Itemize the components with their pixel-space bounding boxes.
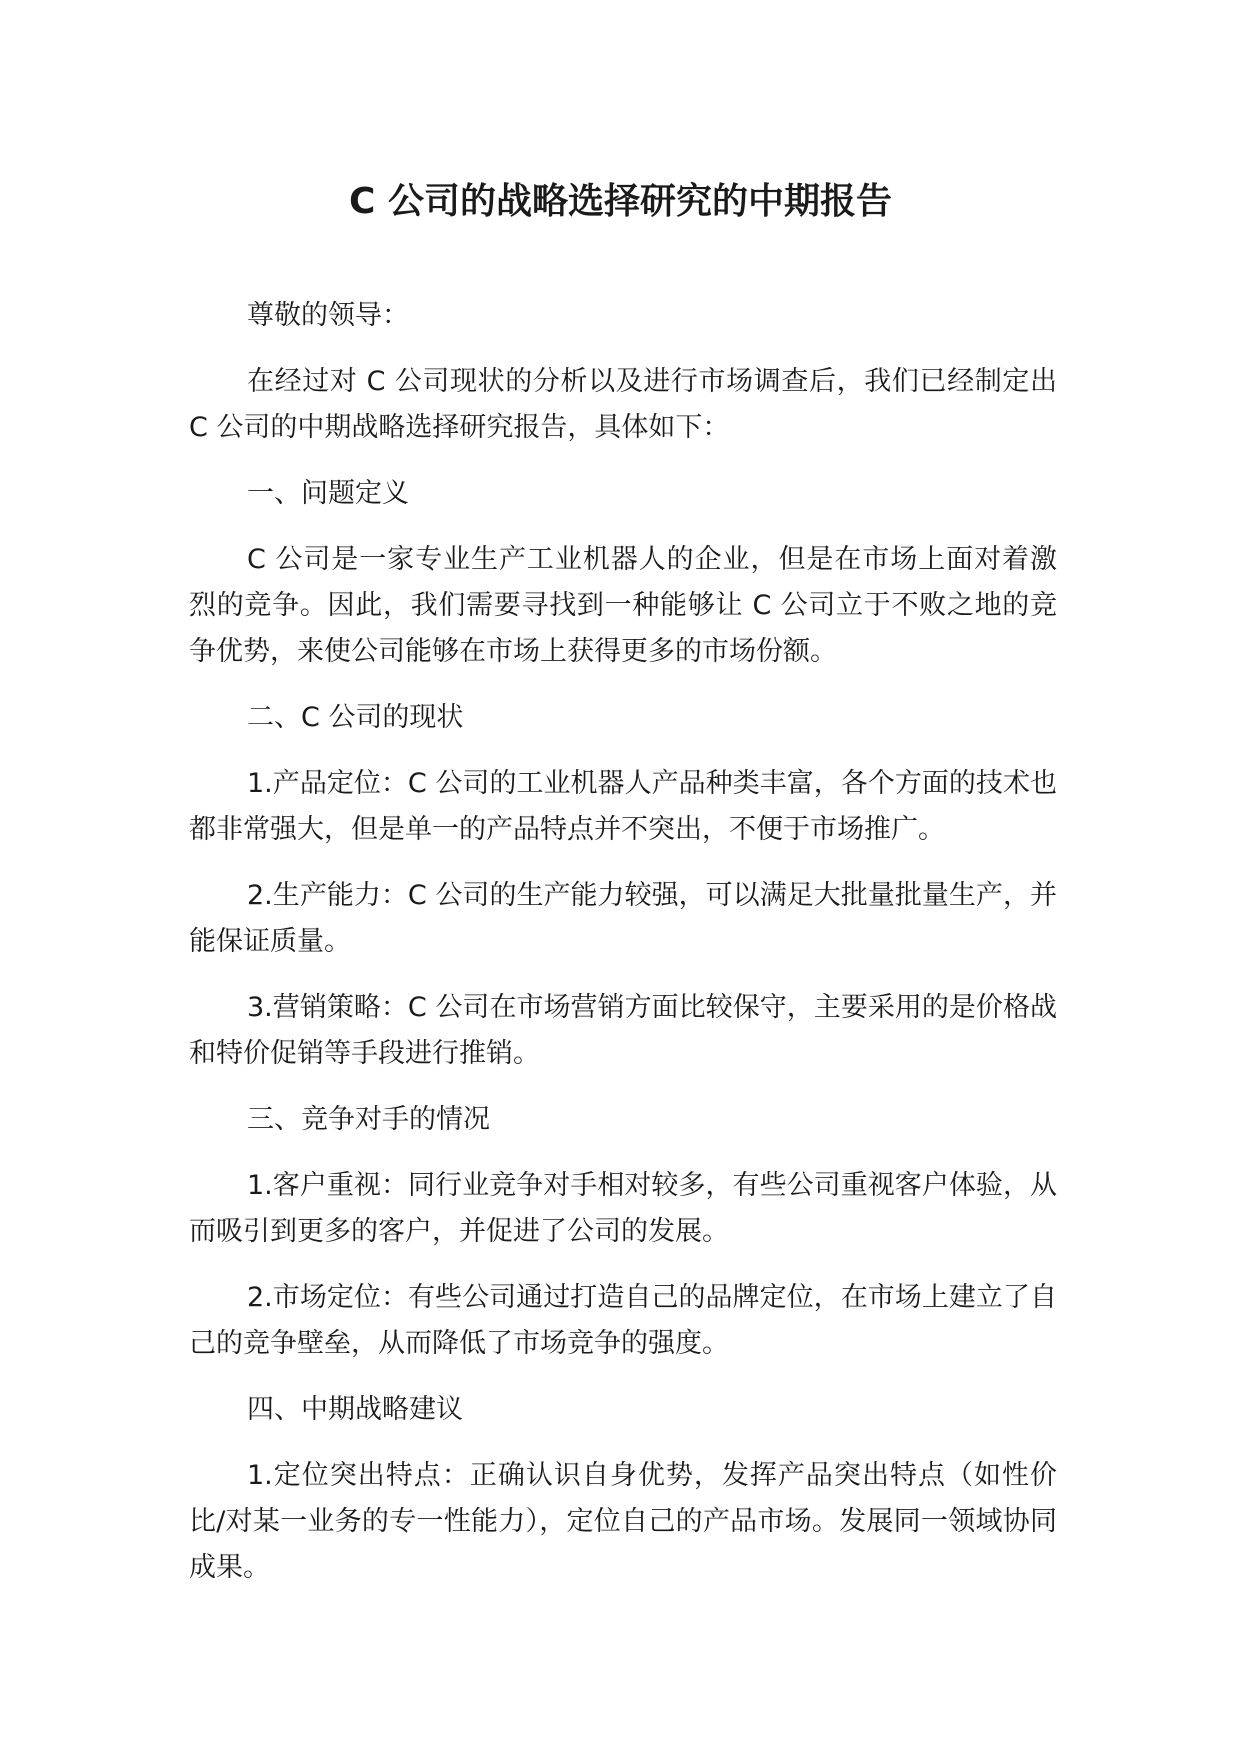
competitor-market-positioning: 2.市场定位：有些公司通过打造自己的品牌定位，在市场上建立了自己的竞争壁垒，从而降低了市场竞争的强度。	[189, 1282, 1057, 1359]
section-heading-current-status: 二、C 公司的现状	[247, 702, 464, 733]
salutation: 尊敬的领导：	[247, 300, 409, 331]
document-title: C 公司的战略选择研究的中期报告	[349, 181, 892, 222]
competitor-customer-focus: 1.客户重视：同行业竞争对手相对较多，有些公司重视客户体验，从而吸引到更多的客户，并促进了公司的发展。	[189, 1170, 1057, 1247]
problem-definition-paragraph: C 公司是一家专业生产工业机器人的企业，但是在市场上面对着激烈的竞争。因此，我们需要寻找到一种能够让 C 公司立于不败之地的竞争优势，来使公司能够在市场上获得更多的市场份额。	[189, 544, 1057, 667]
document-body	[189, 293, 1057, 1611]
section-heading-problem-definition: 一、问题定义	[247, 478, 409, 509]
recommendation-highlight-features: 1.定位突出特点：正确认识自身优势，发挥产品突出特点（如性价比/对某一业务的专一性能力），定位自己的产品市场。发展同一领域协同成果。	[189, 1460, 1057, 1583]
intro-paragraph: 在经过对 C 公司现状的分析以及进行市场调查后，我们已经制定出 C 公司的中期战略选择研究报告，具体如下：	[189, 366, 1057, 443]
status-marketing-strategy: 3.营销策略：C 公司在市场营销方面比较保守，主要采用的是价格战和特价促销等手段进行推销。	[189, 992, 1057, 1069]
section-heading-recommendations: 四、中期战略建议	[247, 1394, 463, 1425]
status-product-positioning: 1.产品定位：C 公司的工业机器人产品种类丰富，各个方面的技术也都非常强大，但是单一的产品特点并不突出，不便于市场推广。	[189, 768, 1057, 845]
status-production-capacity: 2.生产能力：C 公司的生产能力较强，可以满足大批量批量生产，并能保证质量。	[189, 880, 1057, 957]
section-heading-competitors: 三、竞争对手的情况	[247, 1104, 490, 1135]
